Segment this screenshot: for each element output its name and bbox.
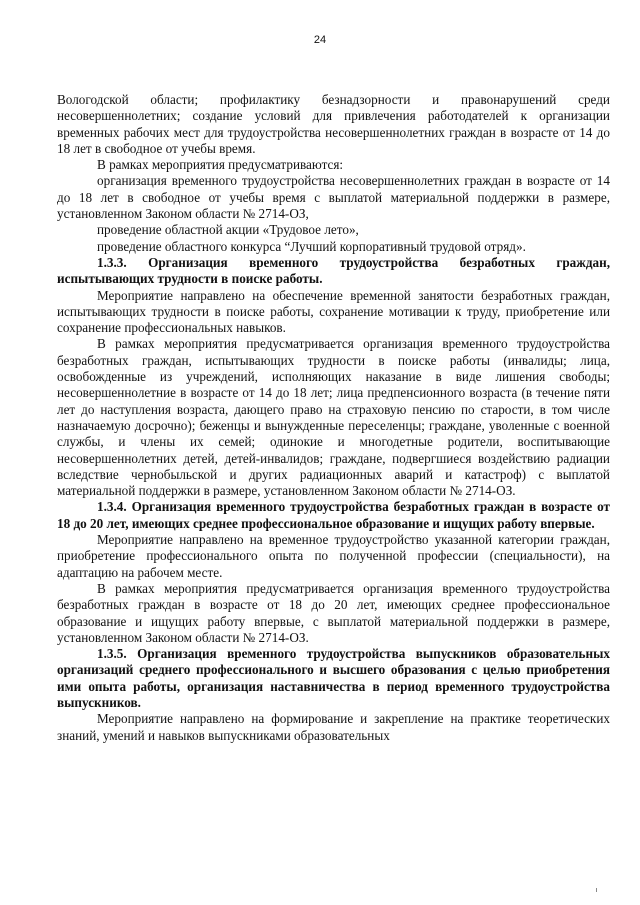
paragraph-text: Мероприятие направлено на временное трудоустройство указанной категории граждан, приобретение профессионального опыта по полученной профессии (специальности), на адаптацию на рабочем месте. — [57, 532, 610, 580]
paragraph-text: Вологодской области; профилактику безнадзорности и правонарушений среди несовершеннолетних; создание условий для привлечения работодателей к организации временных рабочих мест для трудоустройства несовершеннолетних граждан в возрасте от 14 до 18 лет в свободное от учебы время. — [57, 92, 610, 156]
paragraph-text: В рамках мероприятия предусматриваются: — [97, 157, 344, 173]
paragraph-text: проведение областной акции «Трудовое лето», — [97, 222, 359, 238]
page-number: 24 — [313, 34, 327, 46]
paragraph-text: Мероприятие направлено на формирование и закрепление на практике теоретических знаний, умений и навыков выпускниками образовательных — [57, 711, 610, 743]
section-heading-1-3-3: 1.3.3. Организация временного трудоустройства безработных граждан, испытывающих трудности в поиске работы. — [57, 254, 610, 287]
section-heading-1-3-4: 1.3.4. Организация временного трудоустройства безработных граждан в возрасте от 18 до 20 лет, имеющих среднее профессиональное образование и ищущих работу впервые. — [57, 499, 610, 531]
scan-mark — [596, 888, 597, 892]
paragraph-text: Мероприятие направлено на обеспечение временной занятости безработных граждан, испытывающих трудности в поиске работы, сохранение мотивации к труду, приобретение или сохранение профессиональных навыков. — [57, 287, 610, 336]
paragraph-text: В рамках мероприятия предусматривается организация временного трудоустройства безработных граждан, испытывающих трудности в поиске работы (инвалиды; лица, освобожденные из учреждений, исполняющих наказание в виде лишения свободы; несовершеннолетние в возрасте от 14 до 18 лет; лица предпенсионного возраста (в течение пяти лет до наступления возраста, дающего право на страховую пенсию по старости, в том числе назначаемую досрочно); беженцы и вынужденные переселенцы; граждане, уволенные с военной службы, и члены их семей; одинокие и многодетные родители, воспитывающие несовершеннолетних детей, детей-инвалидов; граждане, подвергшиеся воздействию радиации вследствие чернобыльской и других радиационных аварий и катастроф) с выплатой материальной поддержки в размере, установленном Законом области № 2714-ОЗ. — [57, 336, 610, 499]
paragraph-text: В рамках мероприятия предусматривается организация временного трудоустройства безработных граждан в возрасте от 18 до 20 лет, имеющих среднее профессиональное образование и ищущих работу впервые, с выплатой материальной поддержки в размере, установленном Законом области № 2714-ОЗ. — [57, 580, 610, 645]
paragraph-text: проведение областного конкурса “Лучший корпоративный трудовой отряд». — [97, 238, 526, 254]
section-heading-1-3-5: 1.3.5. Организация временного трудоустройства выпускников образовательных организаций среднего профессионального и высшего образования с целью приобретения ими опыта работы, организация наставничества в период временного трудоустройства выпускников. — [57, 646, 610, 710]
paragraph-text: организация временного трудоустройства несовершеннолетних граждан в возрасте от 14 до 18 лет в свободное от учебы время с выплатой материальной поддержки в размере, установленном Законом области № 2714-ОЗ, — [57, 173, 610, 222]
document-body — [57, 92, 610, 744]
